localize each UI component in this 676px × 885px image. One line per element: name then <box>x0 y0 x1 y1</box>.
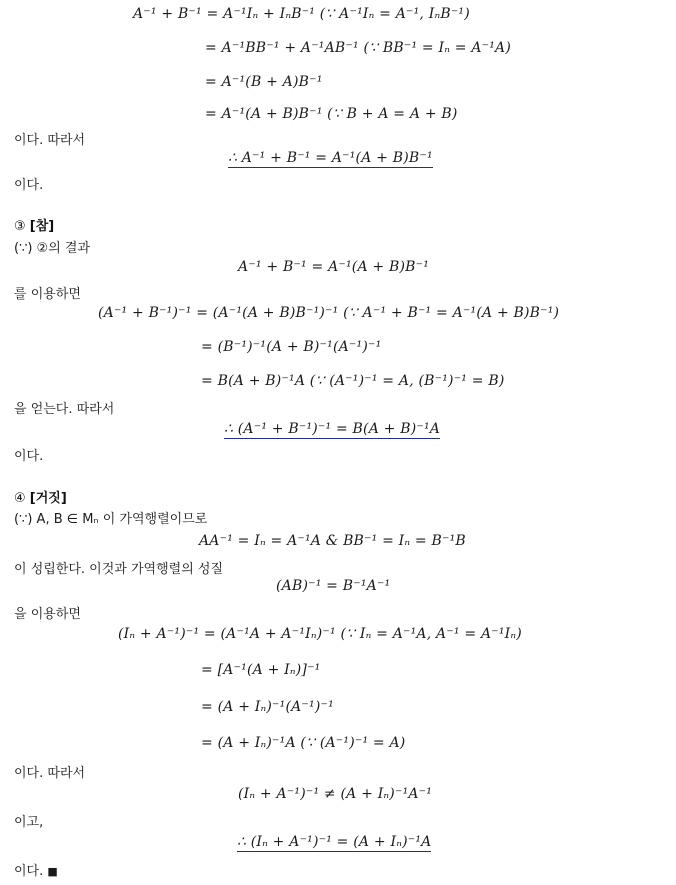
sec4-inequality: (Iₙ + A⁻¹)⁻¹ ≠ (A + Iₙ)⁻¹A⁻¹ <box>238 786 433 802</box>
sec3-heading <box>14 215 54 234</box>
sec4-equation-line-2: = [A⁻¹(A + Iₙ)]⁻¹ <box>201 662 321 678</box>
sec4-text-end-label: 이다. <box>14 864 44 879</box>
sec4-equation-line-1: (Iₙ + A⁻¹)⁻¹ = (A⁻¹A + A⁻¹Iₙ)⁻¹ (∵ Iₙ = A⁻¹A, A⁻¹ = A⁻¹Iₙ) <box>118 626 522 642</box>
sec4-equation-property: (AB)⁻¹ = B⁻¹A⁻¹ <box>276 578 391 594</box>
sec3-verdict: [참] <box>29 219 55 234</box>
sec3-text-using: 를 이용하면 <box>14 287 81 302</box>
qed-square-icon: ■ <box>47 865 58 878</box>
sec3-reason: (∵) ②의 결과 <box>14 241 91 256</box>
sec4-equation-0: AA⁻¹ = Iₙ = A⁻¹A & BB⁻¹ = Iₙ = B⁻¹B <box>199 533 466 549</box>
sec4-reason: (∵) A, B ∈ Mₙ 이 가역행렬이므로 <box>14 512 208 527</box>
sec4-equation-line-3: = (A + Iₙ)⁻¹(A⁻¹)⁻¹ <box>201 699 334 715</box>
sec4-heading <box>14 487 67 506</box>
sec2-equation-line-3: = A⁻¹(B + A)B⁻¹ <box>205 74 323 90</box>
sec3-equation-line-1: (A⁻¹ + B⁻¹)⁻¹ = (A⁻¹(A + B)B⁻¹)⁻¹ (∵ A⁻¹ + B⁻¹ = A⁻¹(A + B)B⁻¹) <box>98 305 560 321</box>
sec2-text-end: 이다. <box>14 178 44 193</box>
sec3-marker: ③ <box>14 219 26 234</box>
sec2-result-equation: ∴ A⁻¹ + B⁻¹ = A⁻¹(A + B)B⁻¹ <box>228 150 433 166</box>
sec2-equation-line-1: A⁻¹ + B⁻¹ = A⁻¹Iₙ + IₙB⁻¹ (∵ A⁻¹Iₙ = A⁻¹, IₙB⁻¹) <box>133 6 470 22</box>
sec3-text-end: 이다. <box>14 449 44 464</box>
sec4-result-equation: ∴ (Iₙ + A⁻¹)⁻¹ = (A + Iₙ)⁻¹A <box>237 834 432 850</box>
sec4-marker: ④ <box>14 491 26 506</box>
sec3-equation-line-2: = (B⁻¹)⁻¹(A + B)⁻¹(A⁻¹)⁻¹ <box>201 339 382 355</box>
sec4-text-using: 을 이용하면 <box>14 607 81 622</box>
sec4-text-therefore: 이다. 따라서 <box>14 766 86 781</box>
sec4-text-end <box>14 860 58 879</box>
sec2-text-therefore: 이다. 따라서 <box>14 133 86 148</box>
sec3-equation-line-3: = B(A + B)⁻¹A (∵ (A⁻¹)⁻¹ = A, (B⁻¹)⁻¹ = B) <box>201 373 505 389</box>
sec3-equation-0: A⁻¹ + B⁻¹ = A⁻¹(A + B)B⁻¹ <box>238 259 430 275</box>
sec3-text-obtain: 을 얻는다. 따라서 <box>14 402 115 417</box>
sec4-equation-line-4: = (A + Iₙ)⁻¹A (∵ (A⁻¹)⁻¹ = A) <box>201 735 406 751</box>
sec4-text-and: 이고, <box>14 815 44 830</box>
sec2-equation-line-2: = A⁻¹BB⁻¹ + A⁻¹AB⁻¹ (∵ BB⁻¹ = Iₙ = A⁻¹A) <box>205 40 512 56</box>
sec2-equation-line-4: = A⁻¹(A + B)B⁻¹ (∵ B + A = A + B) <box>205 106 458 122</box>
sec3-result-equation: ∴ (A⁻¹ + B⁻¹)⁻¹ = B(A + B)⁻¹A <box>224 421 441 437</box>
sec4-verdict: [거짓] <box>29 491 67 506</box>
sec4-text-holds: 이 성립한다. 이것과 가역행렬의 성질 <box>14 562 224 577</box>
